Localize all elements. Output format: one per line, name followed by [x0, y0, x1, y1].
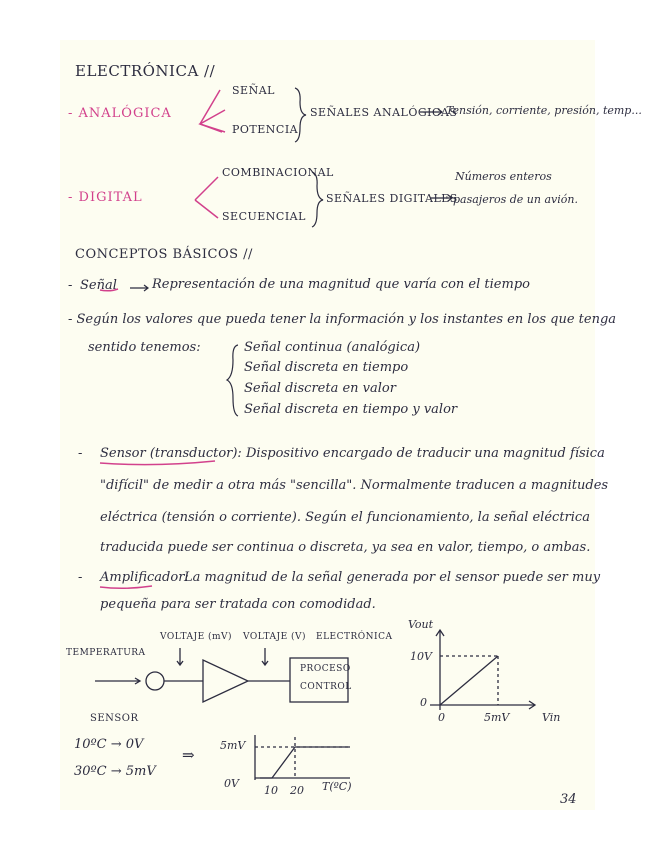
by-values-line-1: - Según los valores que pueda tener la información y los instantes en los que tenga	[68, 312, 617, 327]
vout-graph	[430, 630, 535, 710]
voltage-v-label: VOLTAJE (V)	[243, 632, 307, 642]
box-label-1: PROCESO	[300, 664, 351, 674]
implies-icon: ⇒	[182, 746, 195, 764]
concepts-title: CONCEPTOS BÁSICOS //	[75, 247, 253, 262]
digital-examples-1: Números enteros	[455, 170, 552, 183]
signal-type-4: Señal discreta en tiempo y valor	[244, 402, 458, 417]
notebook-page	[60, 40, 642, 810]
signal-definition: Representación de una magnitud que varía con el tiempo	[152, 277, 530, 292]
vout-y-tick: 10V	[410, 650, 432, 663]
digital-result: SEÑALES DIGITALES	[326, 192, 458, 205]
signal-type-1: Señal continua (analógica)	[244, 340, 421, 355]
sensor-line-4: traducida puede ser continua o discreta, ya sea en valor, tiempo, o ambas.	[100, 540, 591, 555]
sensor-graph-y-tick: 5mV	[220, 739, 246, 752]
digital-label: - DIGITAL	[68, 190, 143, 205]
types-brace	[227, 345, 238, 416]
temperature-label: TEMPERATURA	[66, 648, 146, 658]
sensor-term: Sensor (transductor):	[100, 446, 242, 461]
sensor-graph-x-tick-2: 20	[290, 784, 304, 797]
digital-branch-sequential: SECUENCIAL	[222, 210, 306, 223]
temperature-arrow	[95, 678, 140, 684]
amplifier-term: Amplificador:	[100, 570, 189, 585]
sensor-graph	[255, 735, 350, 780]
by-values-line-2: sentido tenemos:	[88, 340, 201, 355]
analog-branch-signal: SEÑAL	[232, 84, 275, 97]
sensor-graph-x-label: T(ºC)	[322, 780, 352, 793]
amplifier-dash: -	[78, 570, 83, 585]
digital-arrow-bottom	[195, 200, 218, 218]
amplifier-triangle	[203, 660, 248, 702]
page-title: ELECTRÓNICA //	[75, 62, 216, 80]
voltage-mv-pointer	[177, 648, 183, 665]
signal-type-3: Señal discreta en valor	[244, 381, 396, 396]
digital-branch-combinational: COMBINACIONAL	[222, 166, 334, 179]
sensor-circle	[146, 672, 164, 690]
analog-branch-power: POTENCIA	[232, 123, 299, 136]
sensor-underline	[100, 461, 215, 465]
signal-type-2: Señal discreta en tiempo	[244, 360, 409, 375]
sensor-dash: -	[78, 446, 83, 461]
hand-drawn-strokes	[60, 40, 595, 810]
vout-y-label: Vout	[408, 618, 434, 631]
signal-term: Señal	[80, 278, 117, 293]
electronics-label: ELECTRÓNICA	[316, 632, 393, 642]
vout-line	[440, 656, 498, 705]
signal-dash: -	[68, 278, 73, 293]
vout-x-tick: 5mV	[484, 711, 510, 724]
vout-x-label: Vin	[542, 711, 561, 724]
temp-map-1: 10ºC → 0V	[74, 737, 144, 752]
analog-arrow-bottom	[200, 124, 225, 132]
analog-examples: Tensión, corriente, presión, temp...	[446, 104, 642, 117]
temp-map-2: 30ºC → 5mV	[74, 764, 156, 779]
signal-arrow	[130, 285, 148, 291]
analog-label: - ANALÓGICA	[68, 106, 172, 121]
page-number: 34	[560, 792, 577, 807]
sensor-graph-origin: 0V	[224, 777, 239, 790]
amplifier-underline	[100, 586, 152, 588]
digital-brace	[312, 172, 323, 227]
voltage-v-pointer	[262, 648, 268, 665]
sensor-line-3: eléctrica (tensión o corriente). Según el funcionamiento, la señal eléctrica	[100, 510, 590, 525]
sensor-line-2: "difícil" de medir a otra más "sencilla". Normalmente traducen a magnitudes	[100, 478, 609, 493]
sensor-label: SENSOR	[90, 713, 139, 724]
vout-x-tick-zero: 0	[438, 711, 445, 724]
sensor-curve	[260, 747, 350, 778]
sensor-graph-x-tick-1: 10	[264, 784, 278, 797]
amplifier-line-1: La magnitud de la señal generada por el sensor puede ser muy	[184, 570, 601, 585]
sensor-line-1: Dispositivo encargado de traducir una magnitud física	[246, 446, 605, 461]
digital-examples-2: pasajeros de un avión.	[453, 193, 578, 206]
digital-arrow-top	[195, 177, 218, 200]
amplifier-line-2: pequeña para ser tratada con comodidad.	[100, 597, 376, 612]
vout-origin: 0	[420, 696, 427, 709]
analog-result: SEÑALES ANALÓGICAS	[310, 106, 458, 119]
voltage-mv-label: VOLTAJE (mV)	[160, 632, 233, 642]
box-label-2: CONTROL	[300, 682, 352, 692]
